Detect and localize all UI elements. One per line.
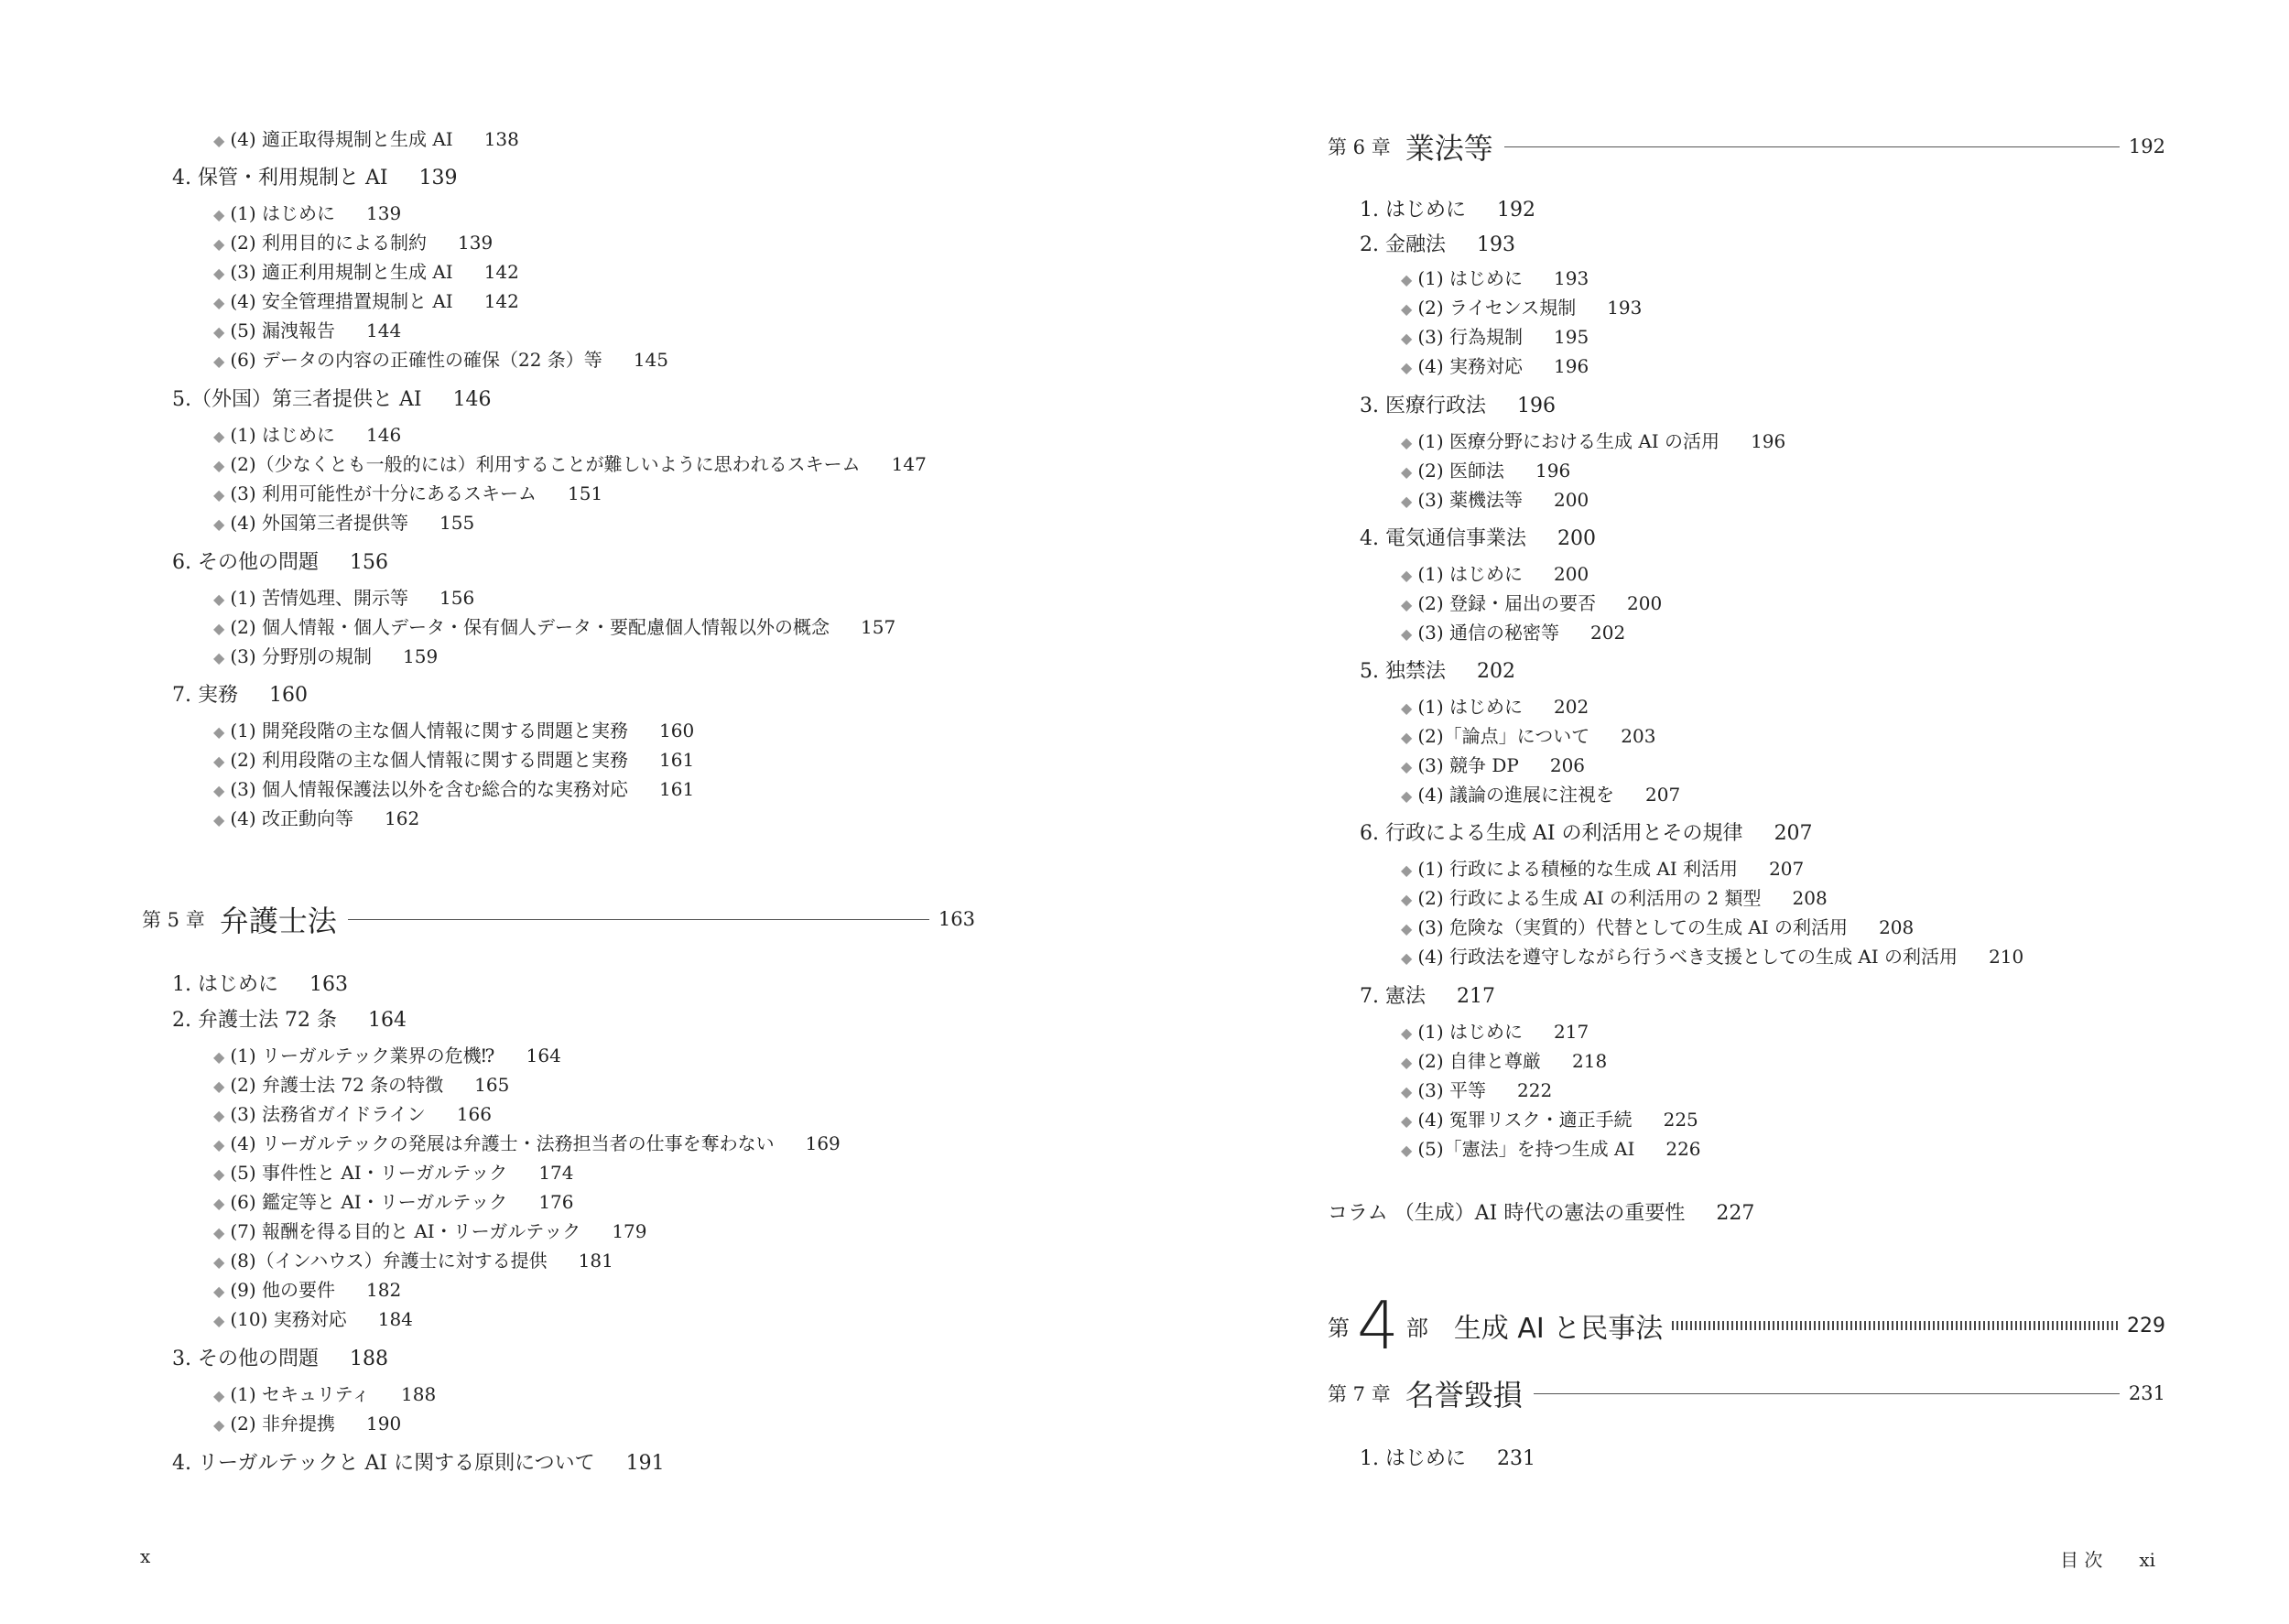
diamond-icon: ◆ bbox=[213, 457, 225, 474]
diamond-icon: ◆ bbox=[1401, 891, 1413, 908]
toc-subitem[interactable]: ◆ (4) 冤罪リスク・適正手続 225 bbox=[1401, 1109, 1698, 1131]
toc-section[interactable]: 6. 行政による生成 AI の利活用とその規律 207 bbox=[1360, 822, 1813, 845]
toc-section[interactable]: 6. その他の問題 156 bbox=[172, 551, 388, 574]
diamond-icon: ◆ bbox=[1401, 1083, 1413, 1100]
toc-subitem[interactable]: ◆ (2) 医師法 196 bbox=[1401, 460, 1571, 482]
toc-subitem[interactable]: ◆ (3) 法務省ガイドライン 166 bbox=[213, 1103, 492, 1125]
toc-subitem[interactable]: ◆ (1) はじめに 200 bbox=[1401, 563, 1589, 585]
right-page bbox=[1144, 0, 2289, 1624]
toc-section[interactable]: 2. 金融法 193 bbox=[1360, 233, 1515, 256]
running-footer: 目 次 xi bbox=[2060, 1549, 2156, 1571]
left-page bbox=[0, 0, 1144, 1624]
toc-subitem[interactable]: ◆ (6) データの内容の正確性の確保（22 条）等 145 bbox=[213, 349, 668, 371]
chapter-rule bbox=[1534, 1393, 2120, 1394]
diamond-icon: ◆ bbox=[213, 1165, 225, 1183]
diamond-icon: ◆ bbox=[213, 649, 225, 666]
diamond-icon: ◆ bbox=[213, 1283, 225, 1300]
toc-subitem[interactable]: ◆ (2) 利用段階の主な個人情報に関する問題と実務 161 bbox=[213, 749, 695, 771]
diamond-icon: ◆ bbox=[1401, 787, 1413, 805]
toc-subitem[interactable]: ◆ (4) 行政法を遵守しながら行うべき支援としての生成 AI の利活用 210 bbox=[1401, 946, 2024, 968]
diamond-icon: ◆ bbox=[213, 723, 225, 741]
toc-subitem[interactable]: ◆ (3) 平等 222 bbox=[1401, 1079, 1553, 1101]
diamond-icon: ◆ bbox=[1401, 1112, 1413, 1130]
diamond-icon: ◆ bbox=[1401, 330, 1413, 347]
toc-subitem[interactable]: ◆ (8)（インハウス）弁護士に対する提供 181 bbox=[213, 1250, 613, 1272]
toc-section[interactable]: 3. 医療行政法 196 bbox=[1360, 395, 1556, 417]
diamond-icon: ◆ bbox=[213, 235, 225, 253]
toc-section[interactable]: 3. その他の問題 188 bbox=[172, 1348, 388, 1370]
toc-subitem[interactable]: ◆ (1) はじめに 202 bbox=[1401, 696, 1589, 718]
diamond-icon: ◆ bbox=[213, 1387, 225, 1404]
diamond-icon: ◆ bbox=[213, 1416, 225, 1434]
toc-subitem[interactable]: ◆ (3) 分野別の規制 159 bbox=[213, 645, 439, 667]
toc-subitem[interactable]: ◆ (1) はじめに 217 bbox=[1401, 1021, 1589, 1043]
toc-subitem[interactable]: ◆ (2) 利用目的による制約 139 bbox=[213, 232, 494, 254]
diamond-icon: ◆ bbox=[213, 515, 225, 533]
toc-subitem[interactable]: ◆ (1) リーガルテック業界の危機⁉ 164 bbox=[213, 1045, 561, 1066]
toc-subitem[interactable]: ◆ (4) 適正取得規制と生成 AI 138 bbox=[213, 128, 519, 150]
toc-subitem[interactable]: ◆ (1) はじめに 146 bbox=[213, 424, 402, 446]
diamond-icon: ◆ bbox=[1401, 758, 1413, 775]
chapter-rule bbox=[348, 919, 929, 920]
page-number: x bbox=[140, 1545, 151, 1567]
toc-subitem[interactable]: ◆ (4) 安全管理措置規制と AI 142 bbox=[213, 290, 519, 312]
chapter-heading[interactable]: 第 6 章 業法等 192 bbox=[1328, 131, 2165, 166]
diamond-icon: ◆ bbox=[213, 352, 225, 370]
toc-section[interactable]: 7. 実務 160 bbox=[172, 684, 308, 707]
toc-section[interactable]: 1. はじめに 231 bbox=[1360, 1447, 1535, 1470]
toc-subitem[interactable]: ◆ (1) はじめに 193 bbox=[1401, 267, 1589, 289]
toc-section[interactable]: 5.（外国）第三者提供と AI 146 bbox=[172, 388, 492, 411]
diamond-icon: ◆ bbox=[1401, 699, 1413, 717]
diamond-icon: ◆ bbox=[213, 782, 225, 799]
diamond-icon: ◆ bbox=[213, 323, 225, 341]
diamond-icon: ◆ bbox=[1401, 567, 1413, 584]
toc-subitem[interactable]: ◆ (5) 事件性と AI・リーガルテック 174 bbox=[213, 1162, 574, 1184]
diamond-icon: ◆ bbox=[1401, 434, 1413, 451]
toc-subitem[interactable]: ◆ (4) 外国第三者提供等 155 bbox=[213, 512, 475, 534]
toc-subitem[interactable]: ◆ (2)（少なくとも一般的には）利用することが難しいように思われるスキーム 147 bbox=[213, 453, 927, 475]
chapter-rule bbox=[1504, 146, 2120, 147]
toc-subitem[interactable]: ◆ (3) 適正利用規制と生成 AI 142 bbox=[213, 261, 519, 283]
diamond-icon: ◆ bbox=[213, 1136, 225, 1153]
diamond-icon: ◆ bbox=[213, 265, 225, 282]
diamond-icon: ◆ bbox=[1401, 359, 1413, 376]
toc-subitem[interactable]: ◆ (2) 弁護士法 72 条の特徴 165 bbox=[213, 1074, 510, 1096]
toc-subitem[interactable]: ◆ (1) はじめに 139 bbox=[213, 202, 402, 224]
toc-section[interactable]: 4. 保管・利用規制と AI 139 bbox=[172, 167, 458, 189]
toc-subitem[interactable]: ◆ (4) リーガルテックの発展は弁護士・法務担当者の仕事を奪わない 169 bbox=[213, 1132, 841, 1154]
diamond-icon: ◆ bbox=[1401, 920, 1413, 937]
toc-section[interactable]: 1. はじめに 163 bbox=[172, 973, 348, 996]
toc-subitem[interactable]: ◆ (5) 漏洩報告 144 bbox=[213, 319, 402, 341]
toc-subitem[interactable]: ◆ (2) 個人情報・個人データ・保有個人データ・要配慮個人情報以外の概念 157 bbox=[213, 616, 896, 638]
diamond-icon: ◆ bbox=[1401, 625, 1413, 643]
diamond-icon: ◆ bbox=[1401, 1054, 1413, 1071]
toc-subitem[interactable]: ◆ (4) 議論の進展に注視を 207 bbox=[1401, 784, 1681, 806]
toc-subitem[interactable]: ◆ (2) 登録・届出の要否 200 bbox=[1401, 592, 1663, 614]
toc-subitem[interactable]: ◆ (3) 利用可能性が十分にあるスキーム 151 bbox=[213, 482, 603, 504]
diamond-icon: ◆ bbox=[1401, 949, 1413, 967]
toc-subitem[interactable]: ◆ (2) ライセンス規制 193 bbox=[1401, 297, 1643, 319]
toc-subitem[interactable]: ◆ (1) セキュリティ 188 bbox=[213, 1383, 437, 1405]
diamond-icon: ◆ bbox=[1401, 596, 1413, 613]
toc-subitem[interactable]: ◆ (9) 他の要件 182 bbox=[213, 1279, 402, 1301]
diamond-icon: ◆ bbox=[213, 590, 225, 608]
toc-section[interactable]: 4. リーガルテックと AI に関する原則について 191 bbox=[172, 1452, 665, 1475]
diamond-icon: ◆ bbox=[213, 620, 225, 637]
diamond-icon: ◆ bbox=[1401, 1024, 1413, 1042]
diamond-icon: ◆ bbox=[213, 428, 225, 445]
toc-subitem[interactable]: ◆ (1) 開発段階の主な個人情報に関する問題と実務 160 bbox=[213, 720, 695, 742]
toc-subitem[interactable]: ◆ (4) 実務対応 196 bbox=[1401, 355, 1589, 377]
toc-subitem[interactable]: ◆ (5)「憲法」を持つ生成 AI 226 bbox=[1401, 1138, 1701, 1160]
dotted-leader bbox=[1672, 1321, 2118, 1330]
toc-subitem[interactable]: ◆ (2)「論点」について 203 bbox=[1401, 725, 1656, 747]
toc-subitem[interactable]: ◆ (4) 改正動向等 162 bbox=[213, 807, 420, 829]
diamond-icon: ◆ bbox=[213, 294, 225, 311]
toc-subitem[interactable]: ◆ (3) 行為規制 195 bbox=[1401, 326, 1589, 348]
diamond-icon: ◆ bbox=[1401, 493, 1413, 510]
toc-subitem[interactable]: ◆ (2) 行政による生成 AI の利活用の 2 類型 208 bbox=[1401, 887, 1828, 909]
chapter-heading[interactable]: 第 5 章 弁護士法 163 bbox=[142, 904, 975, 938]
toc-subitem[interactable]: ◆ (3) 競争 DP 206 bbox=[1401, 754, 1586, 776]
toc-subitem[interactable]: ◆ (1) 行政による積極的な生成 AI 利活用 207 bbox=[1401, 858, 1805, 880]
diamond-icon: ◆ bbox=[213, 1253, 225, 1271]
diamond-icon: ◆ bbox=[1401, 463, 1413, 481]
diamond-icon: ◆ bbox=[213, 1048, 225, 1066]
toc-section[interactable]: 1. はじめに 192 bbox=[1360, 199, 1535, 222]
diamond-icon: ◆ bbox=[1401, 861, 1413, 879]
diamond-icon: ◆ bbox=[213, 486, 225, 503]
diamond-icon: ◆ bbox=[1401, 1142, 1413, 1159]
diamond-icon: ◆ bbox=[1401, 729, 1413, 746]
toc-subitem[interactable]: ◆ (3) 薬機法等 200 bbox=[1401, 489, 1589, 511]
diamond-icon: ◆ bbox=[213, 206, 225, 223]
part-heading[interactable]: 第 4 部 生成 AI と民事法 229 bbox=[1328, 1287, 2165, 1364]
toc-subitem[interactable]: ◆ (2) 非弁提携 190 bbox=[213, 1413, 402, 1435]
toc-section[interactable]: 5. 独禁法 202 bbox=[1360, 660, 1515, 683]
diamond-icon: ◆ bbox=[213, 1077, 225, 1095]
toc-subitem[interactable]: ◆ (10) 実務対応 184 bbox=[213, 1308, 413, 1330]
toc-subitem[interactable]: ◆ (3) 危険な（実質的）代替としての生成 AI の利活用 208 bbox=[1401, 916, 1915, 938]
diamond-icon: ◆ bbox=[1401, 300, 1413, 318]
diamond-icon: ◆ bbox=[213, 1312, 225, 1329]
toc-subitem[interactable]: ◆ (6) 鑑定等と AI・リーガルテック 176 bbox=[213, 1191, 574, 1213]
diamond-icon: ◆ bbox=[213, 1224, 225, 1241]
diamond-icon: ◆ bbox=[213, 1107, 225, 1124]
toc-subitem[interactable]: ◆ (1) 苦情処理、開示等 156 bbox=[213, 587, 475, 609]
diamond-icon: ◆ bbox=[213, 1195, 225, 1212]
toc-section[interactable]: 2. 弁護士法 72 条 164 bbox=[172, 1009, 407, 1032]
toc-subitem[interactable]: ◆ (2) 自律と尊厳 218 bbox=[1401, 1050, 1608, 1072]
chapter-heading[interactable]: 第 7 章 名誉毀損 231 bbox=[1328, 1378, 2165, 1413]
diamond-icon: ◆ bbox=[1401, 271, 1413, 288]
toc-subitem[interactable]: ◆ (1) 医療分野における生成 AI の活用 196 bbox=[1401, 430, 1786, 452]
toc-subitem[interactable]: ◆ (7) 報酬を得る目的と AI・リーガルテック 179 bbox=[213, 1220, 647, 1242]
diamond-icon: ◆ bbox=[213, 811, 225, 828]
toc-section[interactable]: 4. 電気通信事業法 200 bbox=[1360, 527, 1596, 550]
column-entry[interactable]: コラム （生成）AI 時代の憲法の重要性 227 bbox=[1328, 1202, 1755, 1225]
diamond-icon: ◆ bbox=[213, 132, 225, 149]
toc-subitem[interactable]: ◆ (3) 個人情報保護法以外を含む総合的な実務対応 161 bbox=[213, 778, 695, 800]
toc-section[interactable]: 7. 憲法 217 bbox=[1360, 985, 1495, 1008]
toc-subitem[interactable]: ◆ (3) 通信の秘密等 202 bbox=[1401, 622, 1626, 644]
diamond-icon: ◆ bbox=[213, 752, 225, 770]
